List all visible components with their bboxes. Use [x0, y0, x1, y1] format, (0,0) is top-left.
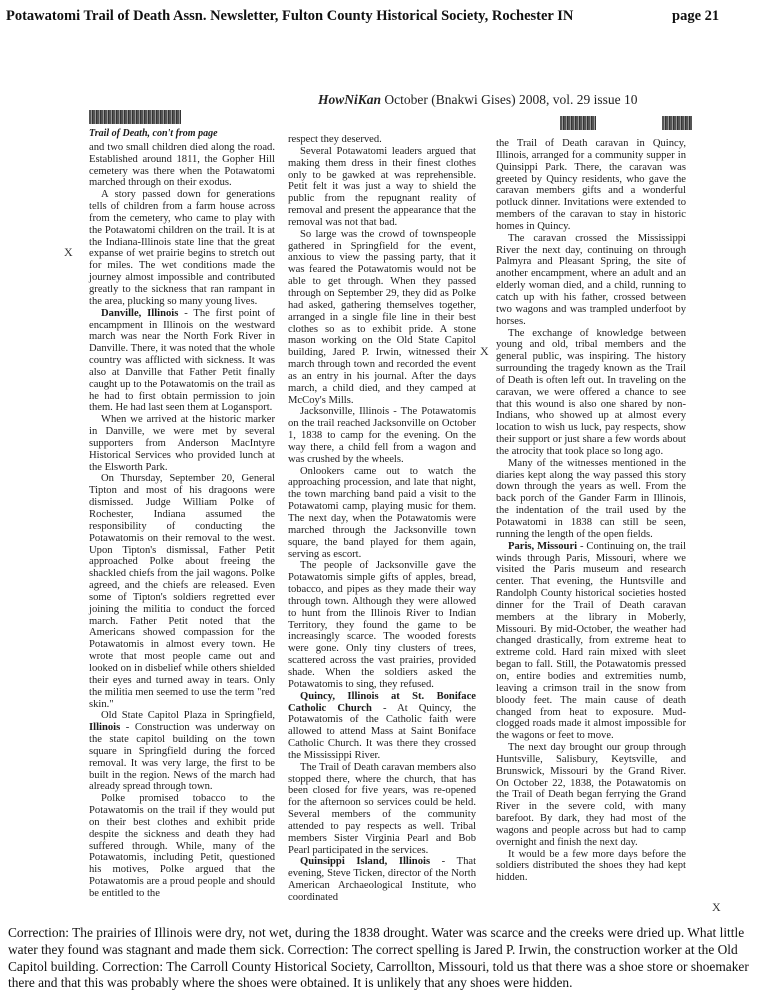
paragraph: Several Potawatomi leaders argued that making them dress in their finest clothes only to be gawked at was reprehensible. Petit felt it was just a way to shield the public from the repugnant reality of removal and present the appearance that the removal was not that bad.	[288, 145, 476, 228]
margin-x-mark: X	[712, 900, 721, 914]
corrections-note: Correction: The prairies of Illinois were dry, not wet, during the 1838 drought. Water was scarce and the creeks were dried up. What little water they found was stagnant and made them sick. Correction: The correct spelling is Jared P. Irwin, the construction worker at the Old Capitol building. Correction: The Carroll County Historical Society, Carrollton, Missouri, told us that there was a shoe store or shoemaker there and that this was probably where the shoes were obtained. It is unlikely that any shoes were hidden.	[8, 925, 749, 991]
paragraph: The caravan crossed the Mississippi River the next day, continuing on through Palmyra and Pleasant Spring, the site of another encampment, where an adult and an elderly woman died, and a child, running to catch up with his father, crossed between two wagons and was trampled underfoot by horses.	[496, 232, 686, 327]
section-heading-danville: Danville, Illinois	[101, 307, 179, 319]
section-heading-paris: Paris, Missouri	[508, 540, 578, 552]
margin-x-mark: X	[64, 245, 73, 259]
paragraph: The people of Jacksonville gave the Potawatomis simple gifts of apples, bread, tobacco, and pipes as they made their way through town. Although they were allowed to hunt from the Illinois River to Indian Territory, they found the game to be increasingly scarce. The wooded forests were gone. Only tiny clusters of trees, scattered across the vast prairies, provided shade. When the soldiers asked the Potawatomis to sing, they refused.	[288, 560, 476, 690]
paragraph: Jacksonville, Illinois - The Potawatomis on the trail reached Jacksonville on October 1, 1838 to camp for the evening. On the way there, a child fell from a wagon and was crushed by the wheels.	[288, 406, 476, 465]
section-heading-springfield: Illinois	[89, 722, 121, 734]
paragraph: Danville, Illinois - The first point of encampment in Illinois on the westward march was near the North Fork River in Danville. There, it was noted that the whole country was afflicted with sickness. It was also at Danville that Father Petit finally caught up to the Potawatomis on the trail as he had to first obtain permission to join them. He had last seen them at Logansport.	[89, 307, 275, 414]
paragraph: When we arrived at the historic marker in Danville, we were met by several supporters from Anderson MacIntyre Historical Services who provided lunch at the Elsworth Park.	[89, 414, 275, 473]
paragraph: Many of the witnesses mentioned in the diaries kept along the way passed this story down through the years as well. From the back porch of the Gander Farm in Illinois, the indentation of the trail used by the Potawatomi in 1838 can still be seen, running the length of the open fields.	[496, 457, 686, 540]
paragraph: Quincy, Illinois at St. Boniface Catholic Church - At Quincy, the Potawatomis of the Catholic faith were allowed to attend Mass at Saint Boniface Catholic Church. It was there they crossed the Mississippi River.	[288, 690, 476, 761]
paragraph: It would be a few more days before the soldiers distributed the shoes they had kept hidden.	[496, 848, 686, 884]
paragraph: The Trail of Death caravan members also stopped there, where the church, that has been closed for five years, was re-opened for the afternoon so services could be held. Several members of the community attended to pay respects as well. Tribal members Sister Virginia Pearl and Bob Pearl participated in the services.	[288, 761, 476, 856]
scan-bar-left	[89, 110, 181, 124]
scan-bar-center	[560, 116, 596, 130]
paragraph: Paris, Missouri - Continuing on, the trail winds through Paris, Missouri, where we visited the Paris museum and research center. That evening, the Huntsville and Randolph County historical societies hosted dinner for the Trail of Death caravan members at the library in Moberly, Missouri. By mid-October, the weather had changed drastically, from extreme heat to extreme cold. Hard rain mixed with sleet began to fall. Still, the Potawatomis pressed on, entire bodies and extremities numb, leaving a crimson trail in the snow from bloody feet. The main cause of death changed from heat to exposure. Mud-clogged roads made it almost impossible for the wagons or feet to move.	[496, 540, 686, 742]
article-column-2	[288, 134, 476, 904]
paragraph: Polke promised tobacco to the Potawatomis on the trail if they would put on their best clothes and exhibit pride despite the sickness and death they had suffered through. While, many of the Potawatomis, including Petit, questioned his motives, Polke argued that the Potawatomis are a proud people and should be entitled to the	[89, 793, 275, 899]
continuation-kicker: Trail of Death, con't from page	[89, 128, 218, 139]
scan-bar-right	[662, 116, 692, 130]
newsletter-brand: HowNiKan	[318, 92, 382, 107]
article-column-3	[496, 138, 686, 884]
document-header-title: Potawatomi Trail of Death Assn. Newsletter, Fulton County Historical Society, Rochester IN	[6, 8, 574, 24]
margin-x-mark: X	[480, 344, 489, 358]
section-heading-quinsippi: Quinsippi Island, Illinois	[300, 856, 431, 868]
paragraph: On Thursday, September 20, General Tipton and most of his dragoons were dismissed. Judge William Polke of Rochester, Indiana assumed the responsibility of conducting the Potawatomis on their removal to the west. Upon Tipton's dismissal, Father Petit approached Polke about freeing the shackled chiefs from the jail wagons. Polke agreed, and the chiefs are released. Even some of Tipton's soldiers regretted ever joining the militia to conduct the forced march. Father Petit noted that the Americans showed compassion for the Potawatomis in almost every town. He wrote that most people came out and looked on in disbelief while others shielded their eyes and turned away in tears. Only the militia men seemed to use the term "red skin."	[89, 473, 275, 710]
paragraph: Old State Capitol Plaza in Springfield, Illinois - Construction was underway on the state capitol building on the town square in Springfield during the forced removal. It was very large, the first to be built in the region. News of the march had already spread through town.	[89, 710, 275, 793]
paragraph: and two small children died along the road. Established around 1811, the Gopher Hill cemetery was there when the Potawatomi marched through on their exodus.	[89, 141, 275, 189]
paragraph: respect they deserved.	[288, 134, 382, 145]
paragraph: Quinsippi Island, Illinois - That evening, Steve Ticken, director of the North American Archaeological Institute, who coordinated	[288, 856, 477, 903]
section-heading-quincy: Quincy, Illinois at St. Boniface Catholic Church	[288, 690, 476, 714]
paragraph: A story passed down for generations tells of children from a farm house across from the cemetery, who came to play with the Potawatomi children on the trail. It is at the Indiana-Illinois state line that the great expanse of wet prairie begins to stretch out for miles. The wet conditions made the journey almost impossible and contributed greatly to the sickness that ran rampant in the area, plucking so many young lives.	[89, 189, 275, 307]
paragraph: The next day brought our group through Huntsville, Salisbury, Keytsville, and Brunswick, Missouri by the Grand River. On October 22, 1838, the Potawatomis on the Trail of Death began ferrying the Grand River in the severe cold, with many barefoot. By dark, they had most of the wagons and people across but had to camp overnight and finish the next day.	[496, 742, 686, 848]
page-number: page 21	[672, 8, 720, 24]
newsletter-issue: October (Bnakwi Gises) 2008, vol. 29 issue 10	[381, 92, 638, 107]
paragraph: the Trail of Death caravan in Quincy, Illinois, arranged for a community supper in Quinsippi Park. There, the caravan was greeted by Quincy residents, who gave the caravan members gifts and a wonderful potluck dinner. Invitations were extended to members of the caravan to stay in historic homes in Quincy.	[496, 138, 686, 232]
paragraph: So large was the crowd of townspeople gathered in Springfield for the event, anxious to view the passing party, that it was feared the Potawatomis would not be able to get through. When they passed through on September 29, they did as Polke had asked, gathering themselves together, arranged in a single file line in their best clothes so as to exhibit pride. A stone mason working on the Old State Capitol building, Jared P. Irwin, witnessed their march through town and recorded the event as an entry in his journal. After the days march, a child died, and they camped at McCoy's Mills.	[288, 228, 476, 406]
paragraph: The exchange of knowledge between young and old, tribal members and the general public, was inspiring. The history surrounding the tragedy known as the Trail of Death is often left out. In traveling on the caravan, we were offered a chance to see that this wound is also one shared by non-Indians, who showed up at almost every location to wish us luck, pay respects, show their support or just share a few words about the atrocity that took place so long ago.	[496, 327, 686, 457]
newsletter-masthead	[318, 92, 738, 108]
paragraph: Onlookers came out to watch the approaching procession, and late that night, the town marching band paid a visit to the Potawatomi camp, playing music for them. The next day, when the Potawatomis were marched through the Jacksonville town square, the band played for them again, serving as escort.	[288, 465, 476, 560]
article-column-1	[89, 128, 275, 900]
